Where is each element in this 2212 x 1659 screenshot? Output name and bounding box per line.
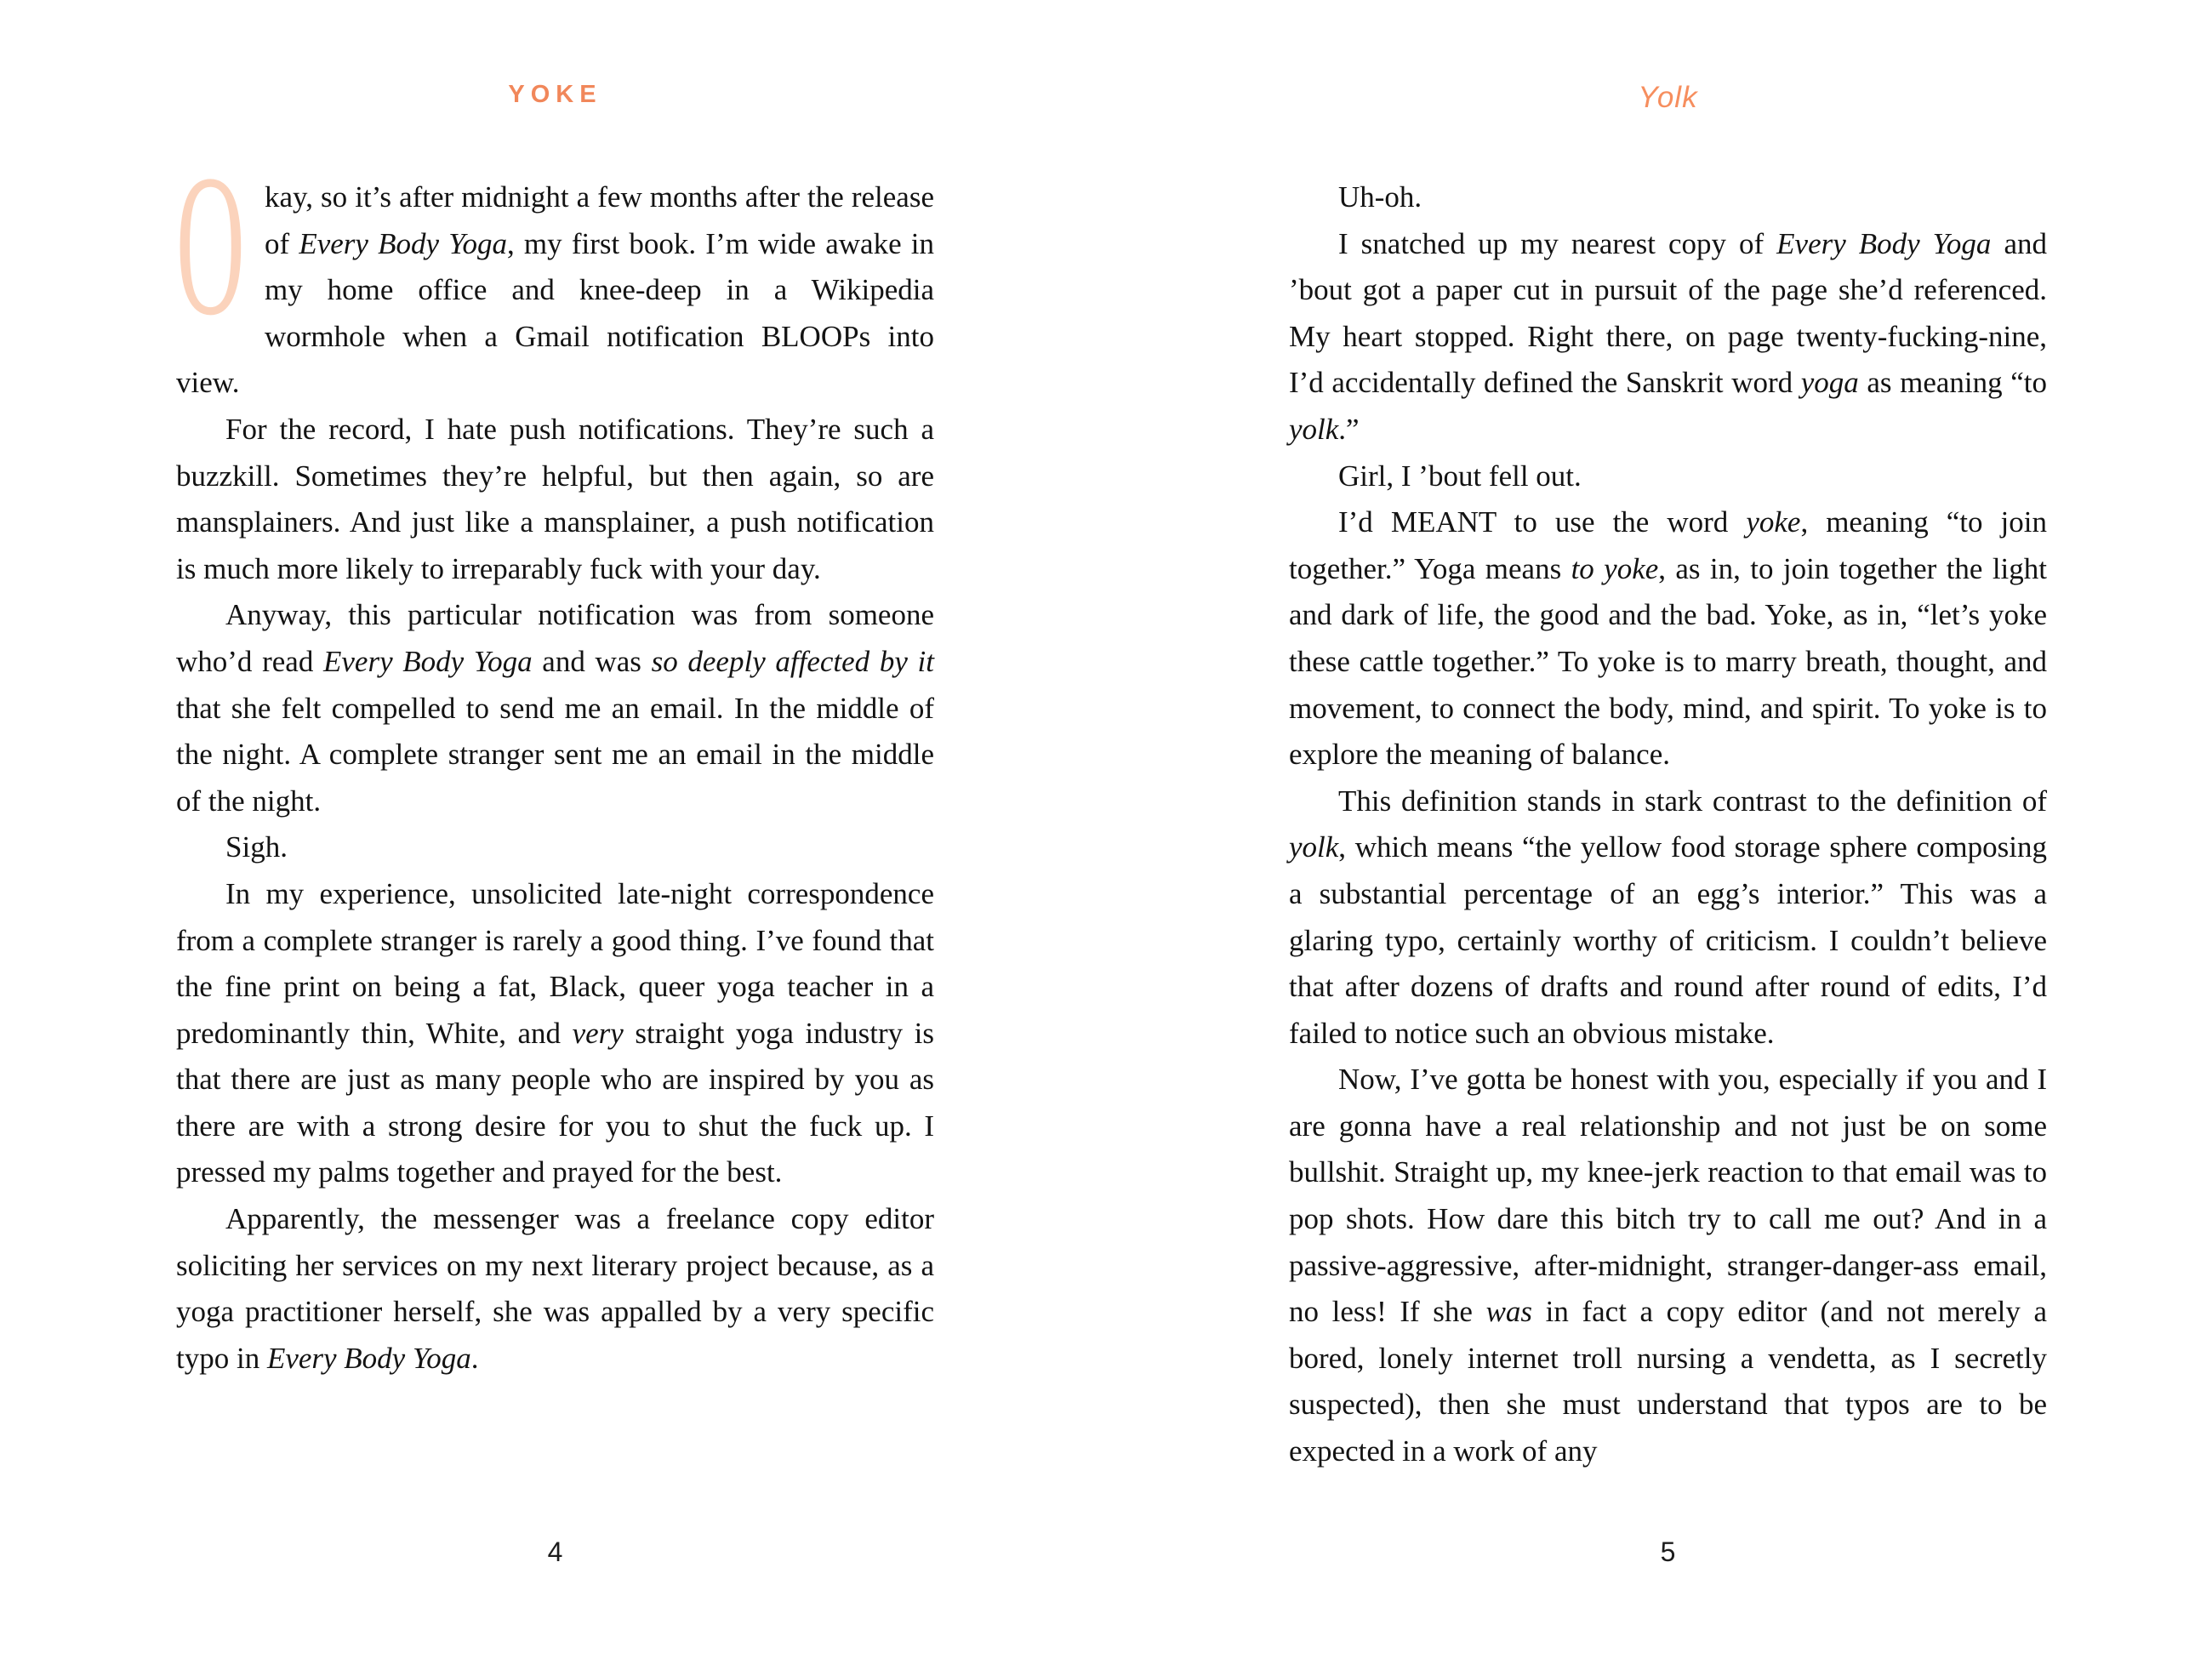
- right-running-head: [1289, 81, 2047, 115]
- page-left-content: [176, 0, 934, 1659]
- italic-text: to yoke: [1571, 551, 1659, 585]
- body-text: as meaning “to: [1858, 366, 2047, 400]
- paragraph: [1289, 221, 2047, 453]
- body-text: Now, I’ve gotta be honest with you, especially if you and I are gonna have a real relationship and not just be on some bullshit. Straight up, my knee-jerk reaction to that email was to pop shots. How dare this bitch try to call me out? And in a passive-aggressive, after-midnight, stranger-danger-ass email, no less! If she: [1289, 1063, 2047, 1329]
- body-text: Uh-oh.: [1338, 180, 1422, 214]
- paragraph: [176, 824, 934, 871]
- paragraph: [176, 134, 935, 407]
- body-text: For the record, I hate push notifications. They’re such a buzzkill. Sometimes they’re helpful, but then again, so are mansplainers. And just like a mansplainer, a push notification is much more likely to irreparably fuck with your day.: [176, 412, 934, 585]
- body-text: and was: [532, 644, 652, 678]
- paragraph: [1289, 778, 2047, 1058]
- italic-text: very: [572, 1016, 624, 1050]
- left-running-head-title: YOKE: [508, 81, 602, 108]
- page-right-content: [1289, 0, 2047, 1659]
- paragraph: [1289, 1057, 2047, 1474]
- right-page-number: 5: [1660, 1536, 1676, 1567]
- body-text: , my first book. I’m wide awake in my home office and knee-deep in a Wikipedia wormhole when a Gmail notification BLOOPs into view.: [176, 226, 935, 400]
- paragraph: [176, 1196, 934, 1382]
- italic-text: yoke: [1746, 505, 1801, 539]
- italic-text: Every Body Yoga: [323, 644, 533, 678]
- italic-text: was: [1485, 1295, 1533, 1329]
- paragraph: [1289, 174, 2047, 221]
- body-text: In my experience, unsolicited late-night correspondence from a complete stranger is rarely a good thing. I’ve found that the fine print on being a fat, Black, queer yoga teacher in a predominantly thin, White, and: [176, 876, 934, 1050]
- body-text: in fact a copy editor (and not merely a bored, lonely internet troll nursing a vendetta, as I secretly suspected), then she must understand that typos are to be expected in a work of any: [1289, 1295, 2047, 1468]
- left-page-number: 4: [547, 1536, 563, 1567]
- body-text: .”: [1338, 412, 1360, 446]
- paragraph: [1289, 499, 2047, 778]
- italic-text: yoga: [1800, 366, 1859, 400]
- body-text: Anyway, this particular notification was from someone who’d read: [176, 598, 934, 678]
- left-page-body: [176, 134, 935, 1382]
- body-text: .: [470, 1341, 479, 1375]
- page-right: [1106, 0, 2212, 1659]
- body-text: , meaning “to join together.” Yoga means: [1289, 505, 2047, 585]
- italic-text: so deeply affected by it: [651, 644, 934, 678]
- body-text: I snatched up my nearest copy of: [1338, 226, 1777, 260]
- body-text: straight yoga industry is that there are just as many people who are inspired by you as there are with a strong desire for you to shut the fuck up. I pressed my palms together and prayed for the best.: [176, 1016, 934, 1189]
- drop-cap: O: [176, 134, 245, 357]
- body-text: , which means “the yellow food storage sphere composing a substantial percentage of an egg’s interior.” This was a glaring typo, certainly worthy of criticism. I couldn’t believe that after dozens of drafts and round after round of edits, I’d failed to notice such an obvious mistake.: [1289, 830, 2047, 1050]
- body-text: Apparently, the messenger was a freelance copy editor soliciting her services on my next literary project because, as a yoga practitioner herself, she was appalled by a very specific typo in: [176, 1202, 934, 1375]
- body-text: kay, so it’s after midnight a few months after the release of: [265, 180, 934, 260]
- italic-text: Every Body Yoga: [1776, 226, 1992, 260]
- italic-text: Every Body Yoga: [299, 226, 507, 260]
- body-text: This definition stands in stark contrast to the definition of: [1338, 784, 2047, 818]
- body-text: Girl, I ’bout fell out.: [1338, 459, 1582, 493]
- paragraph: [176, 871, 934, 1196]
- paragraph: [176, 407, 934, 592]
- italic-text: yolk: [1289, 412, 1339, 446]
- left-running-head: [176, 81, 934, 109]
- body-text: I’d MEANT to use the word: [1338, 505, 1747, 539]
- right-running-head-title: Yolk: [1638, 81, 1698, 114]
- body-text: Sigh.: [225, 830, 288, 864]
- body-text: that she felt compelled to send me an email. In the middle of the night. A complete stranger sent me an email in the middle of the night.: [176, 691, 934, 818]
- paragraph: [1289, 453, 2047, 500]
- italic-text: yolk: [1289, 830, 1339, 864]
- italic-text: Every Body Yoga: [266, 1341, 471, 1375]
- body-text: , as in, to join together the light and dark of life, the good and the bad. Yoke, as in, “let’s yoke these cattle together.” To yoke is to marry breath, thought, and movement, to connect the body, mind, and spirit. To yoke is to explore the meaning of balance.: [1289, 551, 2048, 772]
- right-page-body: [1289, 174, 2047, 1475]
- paragraph: [176, 592, 934, 824]
- body-text: and ’bout got a paper cut in pursuit of the page she’d referenced. My heart stopped. Right there, on page twenty-fucking-nine, I’d accidentally defined the Sanskrit word: [1289, 226, 2047, 400]
